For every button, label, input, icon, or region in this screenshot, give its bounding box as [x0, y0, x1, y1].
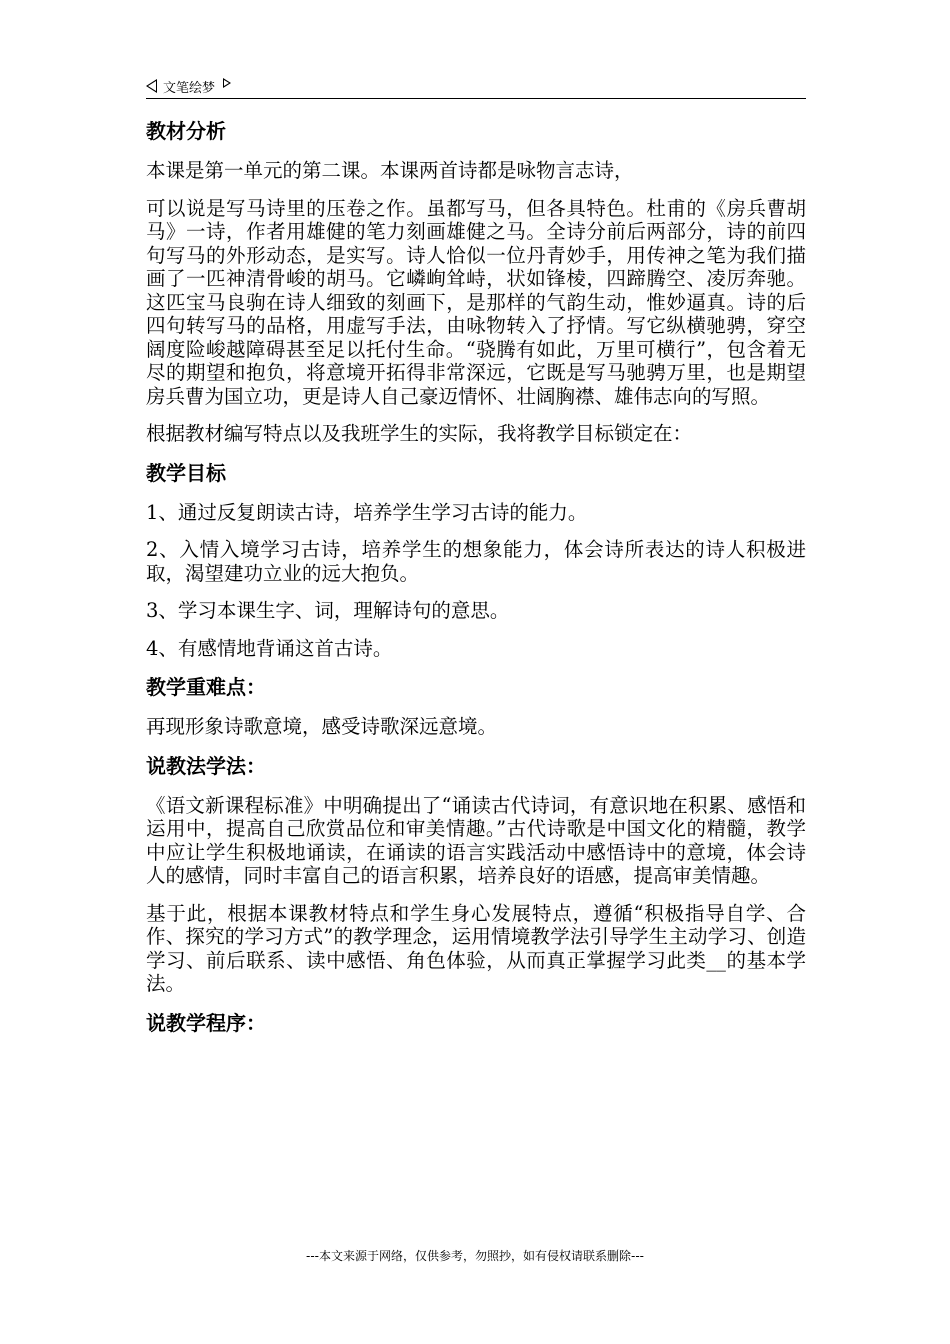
section-teaching-goals	[146, 460, 806, 661]
section-heading: 教学目标	[146, 460, 226, 485]
section-materials-analysis	[146, 118, 806, 446]
list-item: 3、学习本课生字、词，理解诗句的意思。	[146, 599, 510, 622]
page-header	[146, 75, 806, 97]
paragraph: 根据教材编写特点以及我班学生的实际，我将教学目标锁定在：	[146, 422, 693, 445]
header-brand: 文笔绘梦	[163, 80, 216, 96]
paragraph: 本课是第一单元的第二课。本课两首诗都是咏物言志诗，	[146, 159, 634, 182]
header-divider	[146, 98, 806, 99]
section-heading: 说教学程序：	[146, 1010, 266, 1035]
section-teaching-procedure	[146, 1010, 806, 1036]
section-key-difficulties	[146, 674, 806, 739]
triangle-left-icon	[146, 79, 157, 93]
list-item: 2、入情入境学习古诗，培养学生的想象能力，体会诗所表达的诗人积极进取，渴望建功立业的远大抱负。	[146, 538, 806, 585]
paragraph: 再现形象诗歌意境，感受诗歌深远意境。	[146, 715, 498, 738]
section-heading: 教学重难点：	[146, 675, 266, 699]
section-teaching-methods	[146, 753, 806, 996]
section-heading: 说教法学法：	[146, 753, 266, 778]
list-item: 4、有感情地背诵这首古诗。	[146, 636, 393, 660]
document-body	[146, 118, 806, 1051]
page-footer: ---本文来源于网络，仅供参考，勿照抄，如有侵权请联系删除---	[306, 1249, 644, 1263]
list-item: 1、通过反复朗读古诗，培养学生学习古诗的能力。	[146, 500, 588, 524]
section-heading: 教材分析	[146, 119, 226, 143]
paragraph: 《语文新课程标准》中明确提出了“诵读古代诗词，有意识地在积累、感悟和运用中，提高自己欣赏品位和审美情趣。”古代诗歌是中国文化的精髓，教学中应让学生积极地诵读，在诵读的语言实践活动中感悟诗中的意境，体会诗人的感情，同时丰富自己的语言积累，培养良好的语感，提高审美情趣。	[146, 793, 806, 887]
paragraph: 基于此，根据本课教材特点和学生身心发展特点，遵循“积极指导自学、合作、探究的学习方式”的教学理念，运用情境教学法引导学生主动学习、创造学习、前后联系、读中感悟、角色体验，从而真正掌握学习此类__的基本学法。	[146, 901, 806, 995]
triangle-right-icon	[223, 78, 231, 88]
paragraph: 可以说是写马诗里的压卷之作。虽都写马，但各具特色。杜甫的《房兵曹胡马》一诗，作者用雄健的笔力刻画雄健之马。全诗分前后两部分，诗的前四句写马的外形动态，是实写。诗人恰似一位丹青妙手，用传神之笔为我们描画了一匹神清骨峻的胡马。它嶙峋耸峙，状如锋棱，四蹄腾空、凌厉奔驰。这匹宝马良驹在诗人细致的刻画下，是那样的气韵生动，惟妙逼真。诗的后四句转写马的品格，用虚写手法，由咏物转入了抒情。写它纵横驰骋，穿空阔度险峻越障碍甚至足以托付生命。“骁腾有如此，万里可横行”，包含着无尽的期望和抱负，将意境开拓得非常深远，它既是写马驰骋万里，也是期望房兵曹为国立功，更是诗人自己豪迈情怀、壮阔胸襟、雄伟志向的写照。	[146, 196, 806, 408]
